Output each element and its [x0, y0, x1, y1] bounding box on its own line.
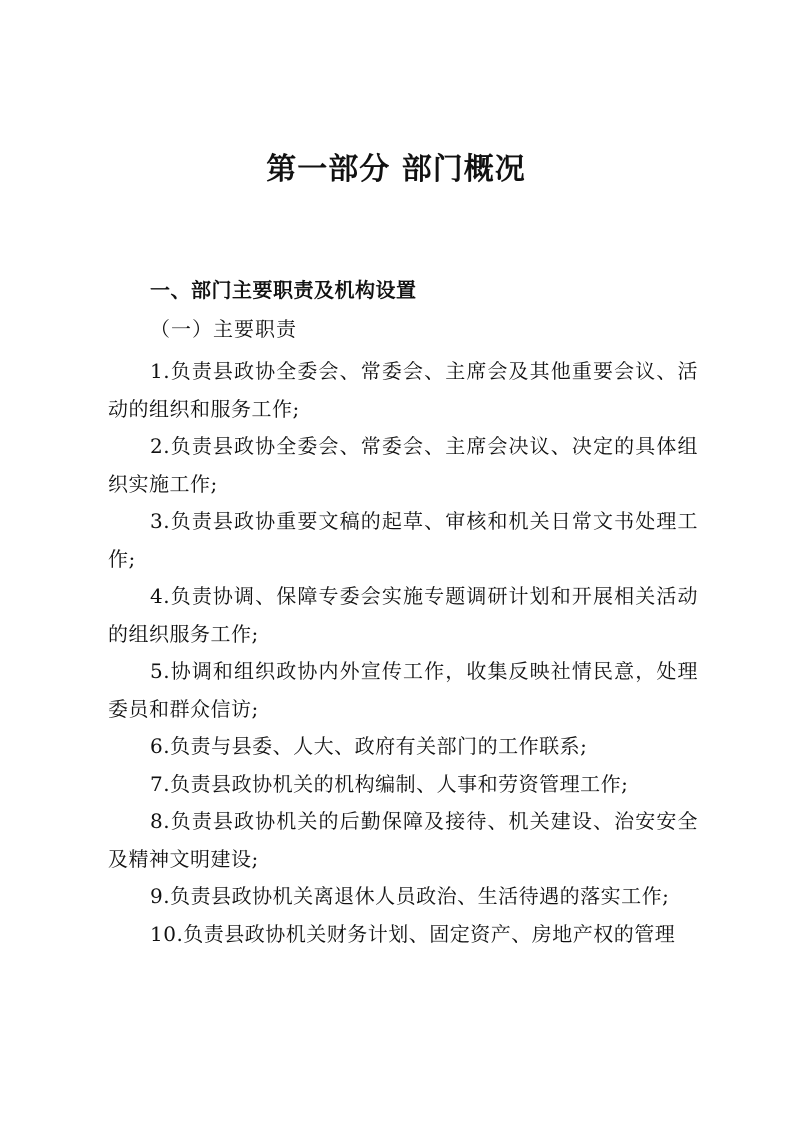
duty-paragraph-6: 6.负责与县委、人大、政府有关部门的工作联系; — [150, 734, 588, 758]
duty-paragraph-2: 2.负责县政协全委会、常委会、主席会决议、决定的具体组织实施工作; — [108, 434, 698, 496]
duty-paragraph-3: 3.负责县政协重要文稿的起草、审核和机关日常文书处理工作; — [108, 509, 698, 571]
duty-paragraph-9: 9.负责县政协机关离退休人员政治、生活待遇的落实工作; — [150, 884, 670, 908]
page-title: 第一部分 部门概况 — [266, 152, 526, 187]
duty-paragraph-10: 10.负责县政协机关财务计划、固定资产、房地产权的管理 — [150, 921, 676, 946]
duty-paragraph-8: 8.负责县政协机关的后勤保障及接待、机关建设、治安安全及精神文明建设; — [108, 809, 698, 871]
duty-paragraph-4: 4.负责协调、保障专委会实施专题调研计划和开展相关活动的组织服务工作; — [108, 584, 698, 646]
section-heading: 一、部门主要职责及机构设置 — [150, 278, 417, 302]
subsection-heading: （一）主要职责 — [150, 317, 297, 341]
duties-list — [108, 353, 698, 953]
duty-paragraph-1: 1.负责县政协全委会、常委会、主席会及其他重要会议、活动的组织和服务工作; — [108, 359, 698, 421]
duty-paragraph-5: 5.协调和组织政协内外宣传工作，收集反映社情民意，处理委员和群众信访; — [108, 659, 698, 721]
duty-paragraph-7: 7.负责县政协机关的机构编制、人事和劳资管理工作; — [150, 771, 629, 796]
